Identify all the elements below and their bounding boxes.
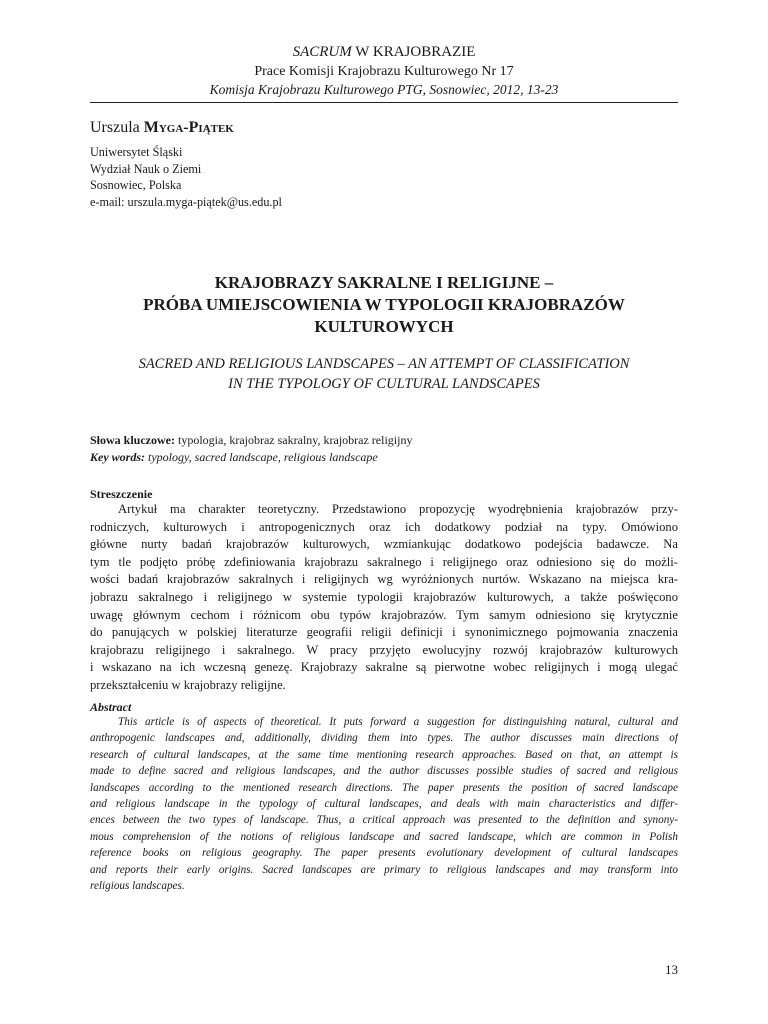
body-line: landscapes according to the mentioned research directions. The paper presents the position of sacred landscape [90, 781, 678, 794]
abstract-heading: Abstract [90, 700, 132, 714]
abstract-body [90, 714, 678, 894]
author-last-name: Myga-Piątek [143, 119, 234, 136]
body-line: jobrazu sakralnego i religijnego w systemie typologii krajobrazów kulturowych, a także poświęcono [90, 589, 678, 604]
body-line: ences between the two types of landscape. Thus, a critical approach was presented to the definition and synony- [90, 814, 678, 827]
body-line: and reports their early origins. Sacred landscapes are primary to religious landscapes and may transform into [90, 863, 678, 876]
streszczenie-body [90, 501, 678, 695]
body-line: rodniczych, kulturowych i antropogenicznych oraz ich dodatkowy podział na typy. Omówiono [90, 519, 678, 534]
author-name [90, 119, 234, 137]
body-line: Artykuł ma charakter teoretyczny. Przedstawiono propozycję wyodrębnienia krajobrazów przy- [118, 502, 678, 516]
body-line: made to define sacred and religious landscapes, and the author discusses possible studies of sacred and religious [90, 765, 678, 778]
affiliation-line: Sosnowiec, Polska [90, 178, 182, 192]
keywords-polish-label: Słowa kluczowe: [90, 433, 175, 447]
keywords-english-text: typology, sacred landscape, religious landscape [145, 450, 378, 464]
journal-title-rest: W KRAJOBRAZIE [351, 44, 476, 60]
title-line: SACRED AND RELIGIOUS LANDSCAPES – AN ATTEMPT OF CLASSIFICATION [138, 356, 630, 372]
keywords-polish [90, 432, 678, 449]
paper-title-english [90, 354, 678, 394]
keywords-block [90, 432, 678, 466]
body-line: wości badań krajobrazów sakralnych i religijnych wg wyróżnionych nurtów. Wskazano na miejsca kra- [90, 572, 678, 587]
body-line: uwagę głównym cechom i różnicom obu typów krajobrazów. Tym samym odniesiono się krytycznie [90, 607, 678, 622]
citation-line: Komisja Krajobrazu Kulturowego PTG, Sosnowiec, 2012, 13-23 [209, 82, 559, 97]
body-line: and religious landscape in the typology of cultural landscapes, and deals with main characteristics and differ- [90, 798, 678, 811]
body-line: anthropogenic landscapes and, additionally, dividing them into types. The author discusses main directions of [90, 732, 678, 745]
journal-title-italic: SACRUM [292, 44, 352, 60]
journal-header [90, 42, 678, 99]
body-line: tym tle podjęto próbę zdefiniowania krajobrazu sakralnego i religijnego oraz odniesiono się do możli- [90, 554, 678, 569]
body-line: reference books on religious geography. The paper presents evolutionary development of cultural landscapes [90, 847, 678, 860]
body-line: mous comprehension of the notions of religious landscape and sacred landscape, which are common in Polish [90, 830, 678, 843]
keywords-polish-text: typologia, krajobraz sakralny, krajobraz religijny [175, 433, 413, 447]
series-title: Prace Komisji Krajobrazu Kulturowego Nr 17 [254, 64, 514, 79]
header-rule [90, 102, 678, 103]
title-line: KULTUROWYCH [314, 317, 454, 336]
body-line: i wskazano na ich wczesną genezę. Krajobrazy sakralne są pierwotne wobec religijnych i mogą ulegać [90, 660, 678, 675]
body-line: przekształceniu w krajobrazy religijne. [90, 677, 286, 692]
body-line: research of cultural landscapes, at the same time mentioning research approaches. Based on that, an attempt is [90, 748, 678, 761]
page-number: 13 [665, 962, 678, 977]
affiliation-line: Uniwersytet Śląski [90, 145, 183, 159]
body-line: do panujących w polskiej literaturze geografii religii definicji i synonimicznego pojmowania znaczenia [90, 625, 678, 640]
author-first-name: Urszula [90, 119, 144, 136]
author-affiliation [90, 144, 282, 210]
body-line: główne nurty badań krajobrazów kulturowych, wzmiankując dodatkowo podejścia badawcze. Na [90, 537, 678, 552]
title-line: KRAJOBRAZY SAKRALNE I RELIGIJNE – [214, 273, 554, 292]
body-line: religious landscapes. [90, 880, 185, 893]
title-line: IN THE TYPOLOGY OF CULTURAL LANDSCAPES [228, 376, 540, 392]
streszczenie-heading: Streszczenie [90, 487, 153, 501]
body-line: krajobrazu religijnego i sakralnego. W pracy przyjęto ewolucyjny rozwój krajobrazów kulturowych [90, 642, 678, 657]
title-line: PRÓBA UMIEJSCOWIENIA W TYPOLOGII KRAJOBRAZÓW [143, 295, 625, 314]
journal-title [90, 42, 678, 62]
paper-title-polish [90, 272, 678, 338]
affiliation-line: Wydział Nauk o Ziemi [90, 161, 202, 176]
body-line: This article is of aspects of theoretical. It puts forward a suggestion for distinguishing natural, cultural and [118, 716, 678, 728]
keywords-english-label: Key words: [90, 450, 145, 464]
author-email: e-mail: urszula.myga-piątek@us.edu.pl [90, 194, 282, 209]
keywords-english [90, 449, 678, 466]
